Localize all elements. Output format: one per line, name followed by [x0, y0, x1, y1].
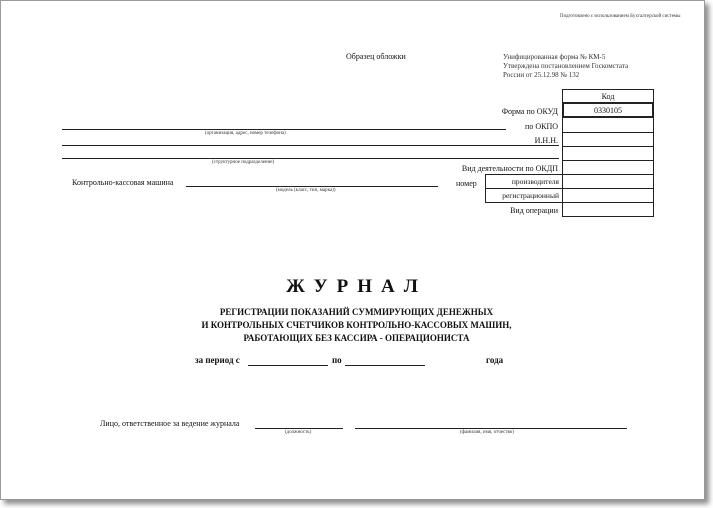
period-from-line[interactable]: [248, 365, 328, 366]
manufacturer-number-cell[interactable]: [562, 174, 654, 189]
organization-caption: (организация, адрес, номер телефона): [205, 131, 286, 136]
sample-cover-label: Образец обложки: [346, 52, 406, 61]
operation-type-cell[interactable]: [562, 202, 654, 217]
period-from-label: за период с: [195, 355, 240, 365]
form-info-line: Унифицированная форма № КМ-5: [503, 53, 606, 61]
division-caption: (структурное подразделение): [212, 160, 275, 165]
form-info: [503, 53, 628, 80]
position-line[interactable]: [255, 428, 343, 429]
blank-code-cell[interactable]: [562, 146, 654, 161]
number-label: номер: [456, 179, 477, 188]
okpo-label: по ОКПО: [525, 122, 558, 131]
okdp-code-cell[interactable]: [562, 160, 654, 175]
okud-label: Форма по ОКУД: [501, 107, 558, 116]
okpo-code-cell[interactable]: [562, 117, 654, 133]
position-caption: (должность): [285, 430, 312, 435]
okdp-label: Вид деятельности по ОКДП: [461, 164, 558, 173]
manufacturer-label: производителя: [485, 174, 563, 189]
form-info-line: России от 25.12.98 № 132: [503, 71, 580, 79]
organization-line-2[interactable]: [62, 145, 559, 146]
kkm-label: Контрольно-кассовая машина: [72, 178, 174, 187]
journal-subtitle: [0, 306, 713, 345]
form-info-line: Утверждена постановлением Госкомстата: [503, 62, 629, 70]
journal-title: ЖУРНАЛ: [286, 276, 427, 297]
division-line[interactable]: [62, 158, 559, 159]
registration-number-cell[interactable]: [562, 188, 654, 203]
kkm-line[interactable]: [186, 186, 438, 187]
subtitle-line: РЕГИСТРАЦИИ ПОКАЗАНИЙ СУММИРУЮЩИХ ДЕНЕЖНЫХ: [219, 307, 494, 317]
inn-code-cell[interactable]: [562, 132, 654, 147]
subtitle-line: РАБОТАЮЩИХ БЕЗ КАССИРА - ОПЕРАЦИОНИСТА: [243, 333, 470, 343]
code-header-cell: Код: [562, 89, 654, 103]
okud-code-cell: 0330105: [562, 102, 654, 118]
subtitle-line: И КОНТРОЛЬНЫХ СЧЕТЧИКОВ КОНТРОЛЬНО-КАССОВЫХ МАШИН,: [201, 320, 512, 330]
period-to-line[interactable]: [345, 365, 425, 366]
kkm-caption: (модель (класс, тип, марка)): [276, 188, 336, 193]
full-name-caption: (фамилия, имя, отчество): [460, 430, 514, 435]
organization-line[interactable]: [62, 129, 506, 130]
registration-label: регистрационный: [485, 188, 563, 203]
responsible-label: Лицо, ответственное за ведение журнала: [100, 419, 240, 428]
period-to-label: по: [332, 355, 342, 365]
year-label: года: [486, 355, 504, 365]
prepared-note: Подготовлено с использованием Бухгалтерской системы: [560, 14, 681, 19]
inn-label: И.Н.Н.: [534, 136, 558, 145]
operation-label: Вид операции: [510, 206, 558, 215]
full-name-line[interactable]: [355, 428, 627, 429]
